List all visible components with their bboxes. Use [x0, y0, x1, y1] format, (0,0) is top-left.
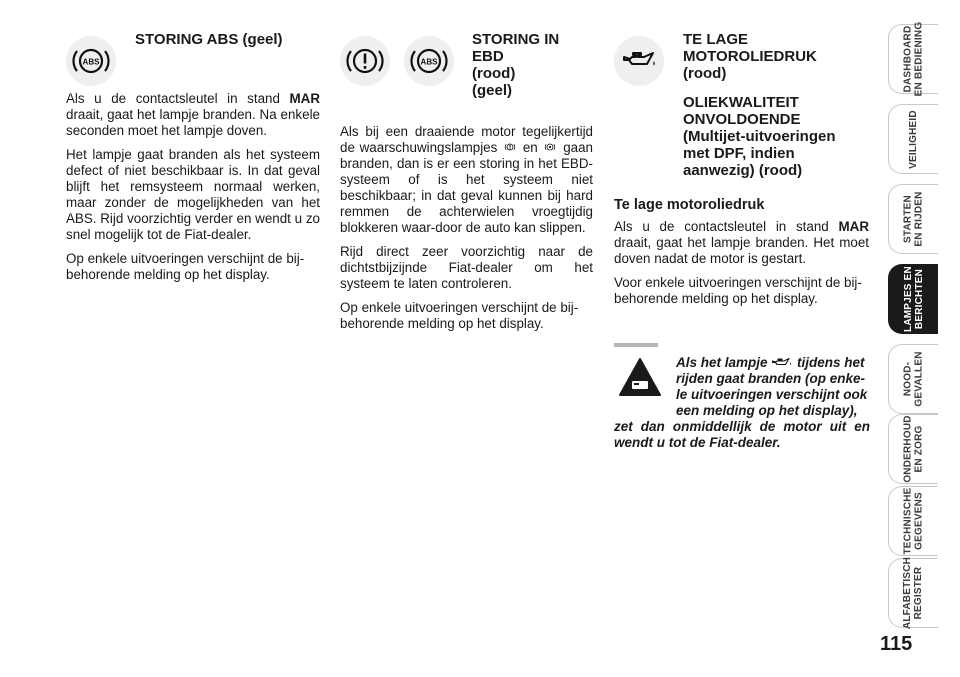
tab-veiligheid[interactable]: VEILIGHEID	[888, 104, 938, 174]
tab-dashboard[interactable]: DASHBOARD EN BEDIENING	[888, 24, 938, 94]
tab-onderhoud[interactable]: ONDERHOUD EN ZORG	[888, 414, 938, 484]
oil-pressure-subhead: Te lage motoroliedruk	[614, 197, 765, 213]
ebd-paragraph-3: Op enkele uitvoeringen verschijnt de bij-behorende melding op het display.	[340, 300, 579, 331]
abs-body	[66, 91, 320, 291]
svg-text:ABS: ABS	[420, 57, 438, 67]
brake-exclamation-inline-icon	[502, 141, 518, 153]
svg-text:ABS: ABS	[82, 57, 100, 67]
ebd-body	[340, 124, 593, 340]
page-number: 115	[880, 633, 913, 655]
abs-warning-icon	[66, 36, 116, 86]
warning-bar	[614, 343, 658, 347]
oil-can-icon	[614, 36, 664, 86]
tab-alfabetisch[interactable]: ALFABETISCH REGISTER	[888, 558, 938, 628]
oil-paragraph-1: Als u de contactsleutel in stand MAR draait, gaat het lampje branden. Het moet doven nadat de motor is gestart.	[614, 219, 869, 266]
tab-starten[interactable]: STARTEN EN RIJDEN	[888, 184, 938, 254]
ebd-heading: STORING IN EBD (rood) (geel)	[472, 31, 560, 99]
oil-pressure-heading: TE LAGE MOTOROLIEDRUK (rood)	[683, 31, 817, 82]
ebd-paragraph-2: Rijd direct zeer voorzichtig naar de dichtstbijzijnde Fiat-dealer om het systeem te laten controleren.	[340, 244, 593, 291]
abs-icon	[404, 36, 454, 86]
oil-body	[614, 197, 869, 315]
tab-noodgevallen[interactable]: NOOD- GEVALLEN	[888, 344, 938, 414]
oil-quality-heading: OLIEKWALITEIT ONVOLDOENDE (Multijet-uitvoeringen met DPF, indien aanwezig) (rood)	[683, 94, 836, 179]
ebd-paragraph-1: Als bij een draaiende motor tegelijkertijd de waarschuwingslampjes en gaan branden, dan is er een storing in het EBD-systeem of is het systeem niet beschikbaar; in dat geval kunnen bij hard remmen de achterwielen vroegtijdig blokkeren waar-door de auto kan slippen.	[340, 124, 593, 235]
tab-technische[interactable]: TECHNISCHE GEGEVENS	[888, 486, 938, 556]
abs-paragraph-3: Op enkele uitvoeringen verschijnt de bij-behorende melding op het display.	[66, 251, 305, 282]
warning-text: Als het lampje tijdens het rijden gaat branden (op enke- le uitvoeringen verschijnt ook een melding op het display), zet dan onmiddellijk de motor uit en wendt u tot de Fiat-dealer.	[614, 355, 870, 450]
tab-lampjes[interactable]: LAMPJES EN BERICHTEN	[888, 264, 938, 334]
oil-can-inline-icon	[771, 357, 793, 368]
oil-paragraph-2: Voor enkele uitvoeringen verschijnt de bij-behorende melding op het display.	[614, 275, 862, 306]
abs-inline-icon	[542, 141, 558, 153]
abs-paragraph-2: Het lampje gaat branden als het systeem defect of niet beschikbaar is. In dat geval blijft het remsysteem normaal werken, maar zonder de mogelijkheden van het ABS. Rijd voorzichtig verder en wendt u zo snel mogelijk tot de Fiat-dealer.	[66, 147, 320, 242]
abs-heading: STORING ABS (geel)	[135, 31, 283, 48]
brake-exclamation-icon	[340, 36, 390, 86]
abs-paragraph-1: Als u de contactsleutel in stand MAR draait, gaat het lampje branden. Na enkele seconden moet het lampje doven.	[66, 91, 320, 138]
